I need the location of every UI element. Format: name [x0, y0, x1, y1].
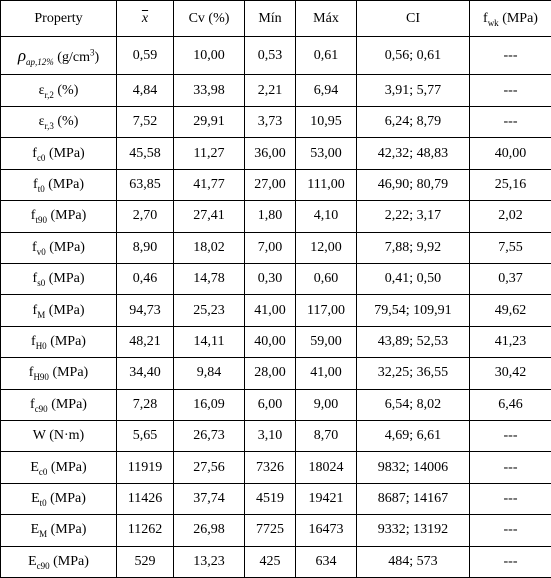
min-cell: 3,73	[245, 106, 296, 137]
table-body	[1, 37, 551, 578]
fwk-cell: ---	[470, 106, 551, 137]
min-cell: 27,00	[245, 169, 296, 200]
property-symbol: ε	[38, 114, 45, 130]
max-cell: 19421	[296, 483, 357, 514]
property-unit: (MPa)	[48, 365, 89, 381]
max-cell: 117,00	[296, 295, 357, 326]
property-unit: (MPa)	[44, 176, 84, 192]
property-name	[1, 295, 117, 326]
mean-cell: 34,40	[117, 358, 174, 389]
ci-cell: 43,89; 52,53	[357, 326, 470, 357]
min-cell: 7,00	[245, 232, 296, 263]
ci-cell: 42,32; 48,83	[357, 138, 470, 169]
max-cell: 634	[296, 546, 357, 577]
ci-cell: 484; 573	[357, 546, 470, 577]
header-max: Máx	[296, 1, 357, 37]
table-row	[1, 420, 551, 451]
ci-cell: 79,54; 109,91	[357, 295, 470, 326]
property-name	[1, 420, 117, 451]
property-symbol: f	[28, 365, 34, 381]
property-name	[1, 452, 117, 483]
property-name	[1, 515, 117, 546]
max-cell: 4,10	[296, 201, 357, 232]
mean-cell: 8,90	[117, 232, 174, 263]
min-cell: 6,00	[245, 389, 296, 420]
cv-cell: 25,23	[174, 295, 245, 326]
property-unit: (MPa)	[45, 271, 85, 287]
mean-cell: 0,46	[117, 263, 174, 294]
cv-cell: 27,56	[174, 452, 245, 483]
mean-cell: 7,28	[117, 389, 174, 420]
property-unit: (MPa)	[45, 145, 85, 161]
min-cell: 36,00	[245, 138, 296, 169]
cv-cell: 16,09	[174, 389, 245, 420]
min-cell: 41,00	[245, 295, 296, 326]
cv-cell: 13,23	[174, 546, 245, 577]
header-min: Mín	[245, 1, 296, 37]
property-unit: (g/cm	[53, 49, 90, 65]
mean-cell: 4,84	[117, 75, 174, 106]
fwk-unit: (MPa)	[498, 10, 538, 26]
fwk-cell: ---	[470, 546, 551, 577]
ci-cell: 0,56; 0,61	[357, 37, 470, 75]
property-name	[1, 483, 117, 514]
property-subscript: H90	[33, 372, 49, 383]
table-row	[1, 326, 551, 357]
property-symbol: f	[32, 145, 37, 161]
property-symbol: f	[30, 208, 36, 224]
property-name	[1, 263, 117, 294]
min-cell: 3,10	[245, 420, 296, 451]
property-subscript: t0	[37, 183, 45, 194]
property-unit: (%)	[53, 82, 79, 98]
header-fwk	[470, 1, 551, 37]
table-row	[1, 106, 551, 137]
property-subscript: r,2	[44, 89, 54, 100]
max-cell: 0,61	[296, 37, 357, 75]
table-row	[1, 201, 551, 232]
table-row	[1, 452, 551, 483]
property-name	[1, 138, 117, 169]
property-subscript: c90	[36, 560, 50, 571]
property-symbol: ε	[38, 82, 45, 98]
cv-cell: 26,73	[174, 420, 245, 451]
property-subscript: t90	[35, 215, 47, 226]
property-unit-tail: )	[94, 49, 100, 65]
ci-cell: 4,69; 6,61	[357, 420, 470, 451]
property-name	[1, 232, 117, 263]
property-unit: (MPa)	[45, 302, 85, 318]
property-subscript: c90	[34, 403, 48, 414]
property-subscript: M	[39, 529, 48, 540]
cv-cell: 29,91	[174, 106, 245, 137]
table-row	[1, 169, 551, 200]
property-symbol: f	[33, 176, 38, 192]
min-cell: 4519	[245, 483, 296, 514]
cv-cell: 14,11	[174, 326, 245, 357]
fwk-cell: 7,55	[470, 232, 551, 263]
mean-cell: 0,59	[117, 37, 174, 75]
header-ci: CI	[357, 1, 470, 37]
property-subscript: c0	[36, 152, 46, 163]
ci-cell: 46,90; 80,79	[357, 169, 470, 200]
property-name	[1, 37, 117, 75]
property-unit: (MPa)	[46, 490, 86, 506]
property-symbol: f	[30, 396, 35, 412]
property-subscript: v0	[36, 246, 46, 257]
table-row	[1, 232, 551, 263]
property-superscript: 3	[89, 47, 95, 58]
mean-cell: 11919	[117, 452, 174, 483]
fwk-cell: ---	[470, 420, 551, 451]
cv-cell: 37,74	[174, 483, 245, 514]
max-cell: 0,60	[296, 263, 357, 294]
mean-cell: 7,52	[117, 106, 174, 137]
fwk-cell: 6,46	[470, 389, 551, 420]
property-symbol: ρ	[17, 45, 27, 65]
property-name	[1, 389, 117, 420]
property-symbol: E	[30, 522, 40, 538]
cv-cell: 18,02	[174, 232, 245, 263]
max-cell: 111,00	[296, 169, 357, 200]
max-cell: 6,94	[296, 75, 357, 106]
table-row	[1, 295, 551, 326]
property-unit: (MPa)	[49, 553, 89, 569]
property-unit: (MPa)	[46, 333, 86, 349]
table-row	[1, 358, 551, 389]
ci-cell: 3,91; 5,77	[357, 75, 470, 106]
fwk-cell: ---	[470, 515, 551, 546]
min-cell: 0,30	[245, 263, 296, 294]
property-unit: (MPa)	[47, 522, 87, 538]
ci-cell: 6,24; 8,79	[357, 106, 470, 137]
cv-cell: 33,98	[174, 75, 245, 106]
cv-cell: 41,77	[174, 169, 245, 200]
cv-cell: 27,41	[174, 201, 245, 232]
property-symbol: f	[31, 333, 36, 349]
ci-cell: 8687; 14167	[357, 483, 470, 514]
table-row	[1, 75, 551, 106]
min-cell: 7725	[245, 515, 296, 546]
table-row	[1, 546, 551, 577]
property-name	[1, 169, 117, 200]
property-name	[1, 106, 117, 137]
mean-cell: 45,58	[117, 138, 174, 169]
ci-cell: 9332; 13192	[357, 515, 470, 546]
mean-cell: 11262	[117, 515, 174, 546]
fwk-cell: 40,00	[470, 138, 551, 169]
fwk-cell: ---	[470, 75, 551, 106]
mean-cell: 529	[117, 546, 174, 577]
mean-cell: 11426	[117, 483, 174, 514]
min-cell: 7326	[245, 452, 296, 483]
fwk-cell: ---	[470, 452, 551, 483]
property-subscript: ap,12%	[26, 56, 54, 67]
property-subscript: M	[37, 309, 46, 320]
header-property: Property	[1, 1, 117, 37]
table-row	[1, 37, 551, 75]
property-symbol: f	[32, 271, 38, 287]
max-cell: 16473	[296, 515, 357, 546]
min-cell: 0,53	[245, 37, 296, 75]
max-cell: 12,00	[296, 232, 357, 263]
table-row	[1, 483, 551, 514]
ci-cell: 32,25; 36,55	[357, 358, 470, 389]
property-unit: (MPa)	[47, 396, 87, 412]
ci-cell: 9832; 14006	[357, 452, 470, 483]
fwk-cell: 41,23	[470, 326, 551, 357]
table-row	[1, 138, 551, 169]
property-symbol: f	[32, 239, 37, 255]
ci-cell: 6,54; 8,02	[357, 389, 470, 420]
max-cell: 8,70	[296, 420, 357, 451]
property-name	[1, 201, 117, 232]
mean-cell: 63,85	[117, 169, 174, 200]
table-row	[1, 515, 551, 546]
property-unit: (MPa)	[45, 239, 85, 255]
property-subscript: c0	[38, 466, 48, 477]
property-subscript: H0	[35, 340, 47, 351]
fwk-cell: 25,16	[470, 169, 551, 200]
max-cell: 41,00	[296, 358, 357, 389]
cv-cell: 10,00	[174, 37, 245, 75]
header-cv: Cv (%)	[174, 1, 245, 37]
property-symbol: E	[31, 490, 40, 506]
min-cell: 2,21	[245, 75, 296, 106]
ci-cell: 0,41; 0,50	[357, 263, 470, 294]
min-cell: 425	[245, 546, 296, 577]
fwk-cell: ---	[470, 37, 551, 75]
property-name	[1, 326, 117, 357]
property-name	[1, 546, 117, 577]
property-name	[1, 75, 117, 106]
max-cell: 10,95	[296, 106, 357, 137]
header-mean	[117, 1, 174, 37]
property-subscript: t0	[39, 497, 47, 508]
min-cell: 40,00	[245, 326, 296, 357]
property-unit: (%)	[53, 114, 79, 130]
cv-cell: 9,84	[174, 358, 245, 389]
property-unit: (MPa)	[46, 208, 87, 224]
property-symbol: f	[32, 302, 38, 318]
fwk-sub: wk	[487, 17, 499, 28]
table-row	[1, 389, 551, 420]
cv-cell: 14,78	[174, 263, 245, 294]
fwk-cell: ---	[470, 483, 551, 514]
fwk-cell: 0,37	[470, 263, 551, 294]
mean-cell: 48,21	[117, 326, 174, 357]
property-subscript: r,3	[44, 120, 54, 131]
cv-cell: 26,98	[174, 515, 245, 546]
max-cell: 18024	[296, 452, 357, 483]
max-cell: 59,00	[296, 326, 357, 357]
min-cell: 1,80	[245, 201, 296, 232]
mean-cell: 5,65	[117, 420, 174, 451]
property-subscript: s0	[37, 277, 46, 288]
ci-cell: 7,88; 9,92	[357, 232, 470, 263]
cv-cell: 11,27	[174, 138, 245, 169]
ci-cell: 2,22; 3,17	[357, 201, 470, 232]
fwk-cell: 30,42	[470, 358, 551, 389]
min-cell: 28,00	[245, 358, 296, 389]
fwk-base: f	[483, 10, 488, 26]
property-unit: (MPa)	[47, 459, 87, 475]
property-symbol: E	[28, 553, 37, 569]
max-cell: 53,00	[296, 138, 357, 169]
property-symbol: E	[30, 459, 39, 475]
table-row	[1, 263, 551, 294]
property-symbol: W (N·m)	[32, 428, 85, 444]
fwk-cell: 49,62	[470, 295, 551, 326]
mean-symbol: $\overline{x}$	[141, 10, 149, 26]
property-name	[1, 358, 117, 389]
header-row	[1, 1, 551, 37]
mean-cell: 94,73	[117, 295, 174, 326]
fwk-cell: 2,02	[470, 201, 551, 232]
max-cell: 9,00	[296, 389, 357, 420]
mean-cell: 2,70	[117, 201, 174, 232]
